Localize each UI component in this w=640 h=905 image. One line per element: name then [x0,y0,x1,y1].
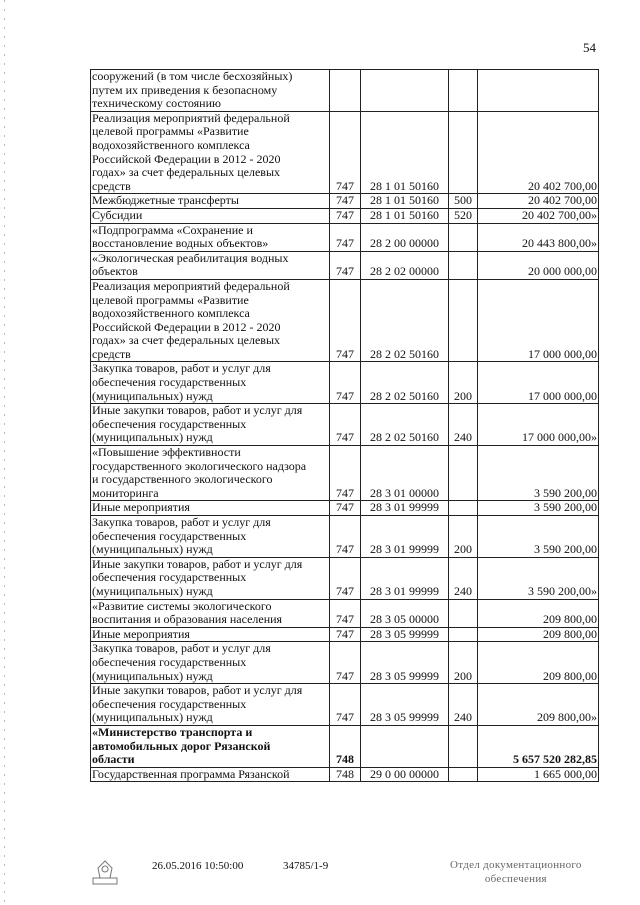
row-name: Закупка товаров, работ и услуг для обеспечения государственных (муниципальных) нужд [91,362,330,404]
row-expense-type-code [449,70,478,112]
row-target-article-code: 28 1 01 50160 [361,208,449,223]
row-target-article-code: 28 3 05 99999 [361,684,449,726]
row-expense-type-code [449,725,478,767]
table-row [91,446,599,501]
row-amount: 5 657 520 282,85 [478,725,599,767]
row-ministry-code: 747 [330,111,361,194]
footer-department-stamp: Отдел документационного обеспечения [450,859,582,885]
row-expense-type-code: 200 [449,516,478,558]
margin-binding-dots [4,0,5,905]
row-ministry-code: 747 [330,684,361,726]
row-ministry-code: 747 [330,642,361,684]
row-expense-type-code: 240 [449,557,478,599]
budget-table [90,69,599,782]
row-name: «Экологическая реабилитация водных объектов [91,251,330,279]
row-amount: 20 402 700,00 [478,194,599,209]
table-row [91,279,599,362]
row-amount [478,70,599,112]
row-name: «Повышение эффективности государственного экологического надзора и государственного экологического мониторинга [91,446,330,501]
row-expense-type-code [449,627,478,642]
row-name: «Министерство транспорта и автомобильных дорог Рязанской области [91,725,330,767]
row-name: Реализация мероприятий федеральной целевой программы «Развитие водохозяйственного комплекса Российской Федерации в 2012 - 2020 годах» за счет федеральных целевых средств [91,111,330,194]
page-number: 54 [583,40,596,55]
row-amount: 3 590 200,00 [478,501,599,516]
row-target-article-code: 28 3 01 99999 [361,501,449,516]
footer-timestamp: 26.05.2016 10:50:00 [152,860,244,872]
row-expense-type-code: 200 [449,642,478,684]
row-target-article-code: 29 0 00 00000 [361,767,449,782]
row-ministry-code [330,70,361,112]
row-ministry-code: 747 [330,501,361,516]
row-expense-type-code [449,446,478,501]
row-ministry-code: 747 [330,404,361,446]
row-ministry-code: 747 [330,194,361,209]
row-amount: 20 443 800,00» [478,223,599,251]
table-row [91,194,599,209]
row-ministry-code: 748 [330,725,361,767]
row-target-article-code: 28 3 01 00000 [361,446,449,501]
row-ministry-code: 747 [330,599,361,627]
row-target-article-code: 28 3 05 99999 [361,642,449,684]
budget-table-body [91,70,599,782]
row-expense-type-code: 200 [449,362,478,404]
row-expense-type-code: 240 [449,684,478,726]
row-amount: 3 590 200,00» [478,557,599,599]
row-amount: 1 665 000,00 [478,767,599,782]
row-ministry-code: 747 [330,362,361,404]
row-amount: 20 000 000,00 [478,251,599,279]
table-row [91,404,599,446]
row-name: «Подпрограмма «Сохранение и восстановление водных объектов» [91,223,330,251]
row-target-article-code: 28 1 01 50160 [361,111,449,194]
row-amount: 20 402 700,00» [478,208,599,223]
row-name: Иные закупки товаров, работ и услуг для обеспечения государственных (муниципальных) нужд [91,404,330,446]
row-target-article-code: 28 3 05 00000 [361,599,449,627]
row-name: Межбюджетные трансферты [91,194,330,209]
row-target-article-code: 28 3 01 99999 [361,557,449,599]
row-name: Иные закупки товаров, работ и услуг для обеспечения государственных (муниципальных) нужд [91,557,330,599]
row-amount: 17 000 000,00» [478,404,599,446]
row-target-article-code: 28 2 00 00000 [361,223,449,251]
row-ministry-code: 747 [330,446,361,501]
row-ministry-code: 747 [330,223,361,251]
table-row [91,362,599,404]
row-name: Государственная программа Рязанской [91,767,330,782]
table-row [91,684,599,726]
row-target-article-code: 28 2 02 50160 [361,362,449,404]
row-target-article-code [361,725,449,767]
table-row [91,642,599,684]
row-name: Иные закупки товаров, работ и услуг для обеспечения государственных (муниципальных) нужд [91,684,330,726]
row-amount: 17 000 000,00 [478,279,599,362]
row-target-article-code: 28 2 02 50160 [361,279,449,362]
row-expense-type-code [449,251,478,279]
row-name: «Развитие системы экологического воспитания и образования населения [91,599,330,627]
table-row [91,208,599,223]
row-expense-type-code: 520 [449,208,478,223]
row-expense-type-code [449,501,478,516]
row-expense-type-code: 240 [449,404,478,446]
table-row [91,767,599,782]
row-expense-type-code [449,111,478,194]
row-target-article-code: 28 3 01 99999 [361,516,449,558]
table-row [91,725,599,767]
row-amount: 17 000 000,00 [478,362,599,404]
row-target-article-code: 28 2 02 50160 [361,404,449,446]
row-ministry-code: 747 [330,208,361,223]
row-expense-type-code [449,767,478,782]
table-row [91,223,599,251]
row-name: Реализация мероприятий федеральной целевой программы «Развитие водохозяйственного комплекса Российской Федерации в 2012 - 2020 годах» за счет федеральных целевых средств [91,279,330,362]
row-amount: 3 590 200,00 [478,446,599,501]
row-name: Субсидии [91,208,330,223]
row-amount: 209 800,00 [478,599,599,627]
row-target-article-code [361,70,449,112]
table-row [91,627,599,642]
row-expense-type-code [449,279,478,362]
row-expense-type-code [449,599,478,627]
row-name: Закупка товаров, работ и услуг для обеспечения государственных (муниципальных) нужд [91,642,330,684]
row-ministry-code: 747 [330,516,361,558]
row-target-article-code: 28 1 01 50160 [361,194,449,209]
emblem-logo [90,858,120,888]
row-ministry-code: 747 [330,251,361,279]
row-amount: 209 800,00» [478,684,599,726]
row-expense-type-code: 500 [449,194,478,209]
footer-document-number: 34785/1-9 [283,860,329,872]
row-target-article-code: 28 3 05 99999 [361,627,449,642]
table-row [91,557,599,599]
table-row [91,501,599,516]
row-ministry-code: 747 [330,279,361,362]
table-row [91,111,599,194]
row-amount: 209 800,00 [478,642,599,684]
row-name: Закупка товаров, работ и услуг для обеспечения государственных (муниципальных) нужд [91,516,330,558]
row-ministry-code: 748 [330,767,361,782]
row-target-article-code: 28 2 02 00000 [361,251,449,279]
table-row [91,70,599,112]
row-name: Иные мероприятия [91,501,330,516]
row-expense-type-code [449,223,478,251]
row-name: сооружений (в том числе бесхозяйных) путем их приведения к безопасному техническому состоянию [91,70,330,112]
row-ministry-code: 747 [330,557,361,599]
row-amount: 209 800,00 [478,627,599,642]
table-row [91,516,599,558]
row-amount: 20 402 700,00 [478,111,599,194]
row-amount: 3 590 200,00 [478,516,599,558]
row-name: Иные мероприятия [91,627,330,642]
row-ministry-code: 747 [330,627,361,642]
table-row [91,599,599,627]
table-row [91,251,599,279]
